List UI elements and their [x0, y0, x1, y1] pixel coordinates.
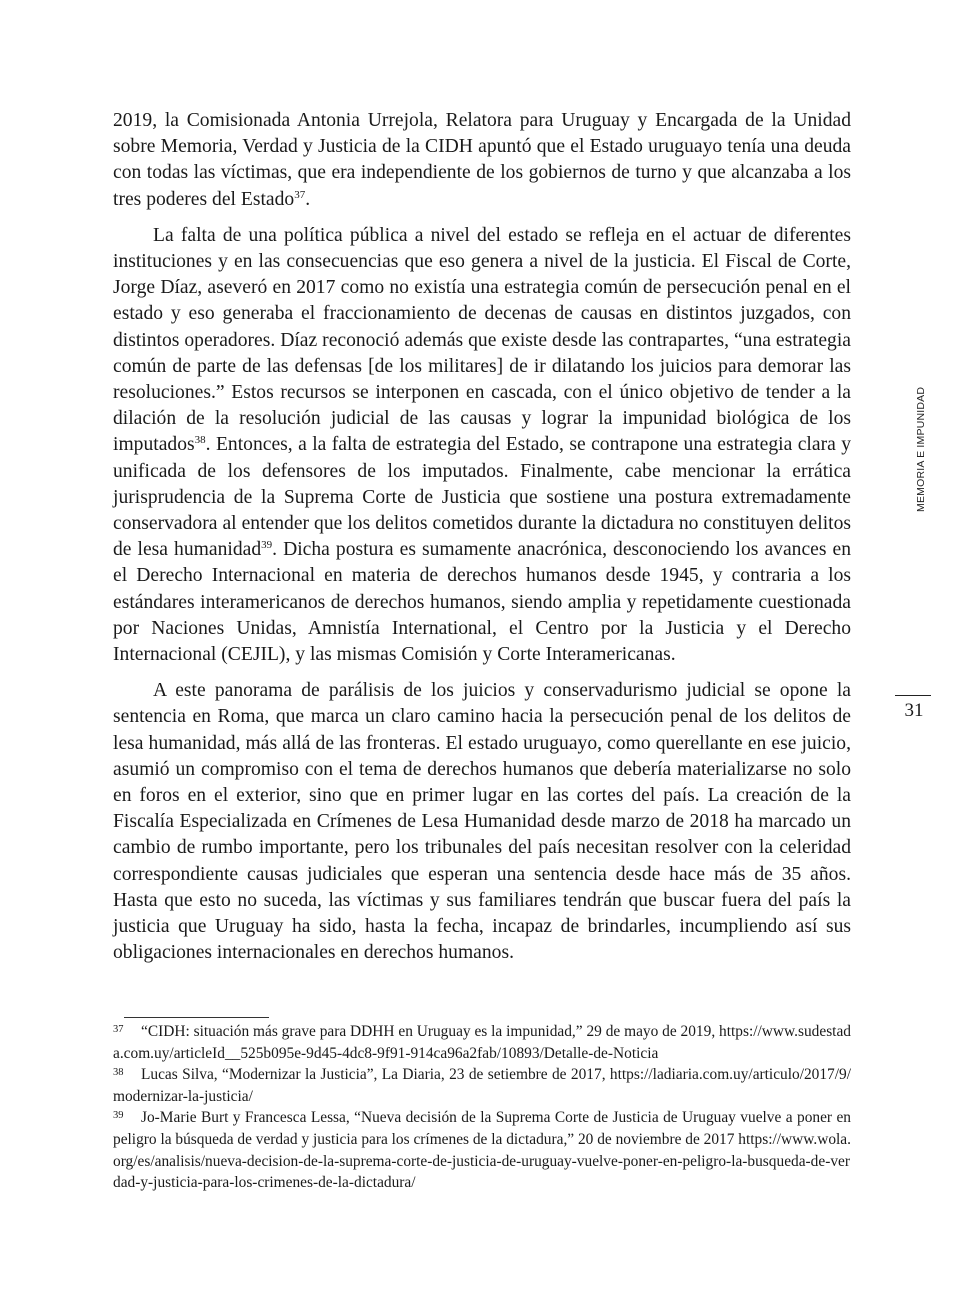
running-section-title: MEMORIA E IMPUNIDAD [915, 386, 927, 512]
paragraph-2 [113, 223, 851, 668]
footnote-ref-39[interactable]: 39 [261, 539, 273, 552]
footnote-text: Lucas Silva, “Modernizar la Justicia”, La Diaria, 23 de setiembre de 2017, https://ladiaria.com.uy/articulo/2017/9/modernizar-la-justicia/ [113, 1066, 851, 1105]
page-number: 31 [904, 700, 924, 721]
footnote-text: “CIDH: situación más grave para DDHH en Uruguay es la impunidad,” 29 de mayo de 2019, https://www.sudestada.com.uy/articleId__525b095e-9d45-4dc8-9f91-914ca96a2fab/10893/Detalle-de-Noticia [113, 1023, 851, 1062]
footnote-37: 37 “CIDH: situación más grave para DDHH en Uruguay es la impunidad,” 29 de mayo de 2019, https://www.sudestada.com.uy/articleId__525b095e-9d45-4dc8-9f91-914ca96a2fab/10893/Detalle-de-Noticia [113, 1023, 851, 1062]
paragraph-1 [113, 108, 851, 213]
paragraph-text: 2019, la Comisionada Antonia Urrejola, Relatora para Uruguay y Encargada de la Unidad sobre Memoria, Verdad y Justicia de la CIDH apuntó que el Estado uruguayo tenía una deuda con todas las víctimas, que era independiente de los gobiernos de turno y que alcanzaba a los tres poderes del Estado [113, 110, 851, 210]
footnote-39: 39 Jo-Marie Burt y Francesca Lessa, “Nueva decisión de la Suprema Corte de Justicia de Uruguay vuelve a poner en peligro la búsqueda de verdad y justicia para los crímenes de la dictadura,” 20 de noviembre de 2017 https://www.wola.org/es/analisis/nueva-decision-de-la-suprema-corte-de-justicia-de-uruguay-vuelve-poner-en-peligro-la-busqueda-de-verdad-y-justicia-para-los-crimenes-de-la-dictadura/ [113, 1109, 851, 1192]
paragraph-text: . Dicha postura es sumamente anacrónica, desconociendo los avances en el Derecho Internacional en materia de derechos humanos desde 1945, y contraria a los estándares interamericanos de derechos humanos, siendo amplia y repetidamente cuestionada por Naciones Unidas, Amnistía International, el Centro por la Justicia y el Derecho Internacional (CEJIL), y las mismas Comisión y Corte Interamericanas. [113, 539, 851, 666]
paragraph-3: A este panorama de parálisis de los juicios y conservadurismo judicial se opone la sentencia en Roma, que marca un claro camino hacia la persecución penal de los delitos de lesa humanidad, más allá de las fronteras. El estado uruguayo, como querellante en ese juicio, asumió un compromiso con el tema de derechos humanos que debería materializarse no solo en foros en el exterior, sino que en primer lugar en las cortes del país. La creación de la Fiscalía Especializada en Crímenes de Lesa Humanidad desde marzo de 2018 ha marcado un cambio de rumbo importante, pero los tribunales del país necesitan resolver con la celeridad correspondiente causas judiciales que esperan una sentencia desde hace más de 35 años. Hasta que esto no suceda, las víctimas y sus familiares tendrán que buscar fuera del país la justicia que Uruguay ha sido, hasta la fecha, incapaz de brindarles, incumpliendo así sus obligaciones internacionales en derechos humanos. [113, 680, 851, 964]
footnote-ref-38[interactable]: 38 [194, 434, 206, 447]
page-number-rule [895, 695, 931, 696]
paragraph-text: . Entonces, a la falta de estrategia del Estado, se contrapone una estrategia clara y unificada de los defensores de los imputados. Finalmente, cabe mencionar la errática jurisprudencia de la Suprema Corte de Justicia que sostiene una postura extremadamente conservadora al entender que los delitos cometidos durante la dictadura no constituyen delitos de lesa humanidad [113, 434, 851, 561]
paragraph-text: . [305, 188, 311, 210]
paragraph-text: La falta de una política pública a nivel del estado se refleja en el actuar de diferentes instituciones y en las consecuencias que eso genera a nivel de la justicia. El Fiscal de Corte, Jorge Díaz, aseveró en 2017 como no existía una estrategia común de persecución penal en el estado y eso generaba el fraccionamiento de decenas de causas en distintos juzgados, con distintos operadores. Díaz reconoció además que existe desde las contrapartes, “una estrategia común de parte de las defensas [de los militares] de ir dilatando los juicios para demorar las resoluciones.” Estos recursos se interponen en cascada, con el único objetivo de tender a la dilación de la resolución judicial de las causas y lograr la impunidad biológica de los imputados [113, 224, 851, 456]
footnote-text: Jo-Marie Burt y Francesca Lessa, “Nueva decisión de la Suprema Corte de Justicia de Uruguay vuelve a poner en peligro la búsqueda de verdad y justicia para los crímenes de la dictadura,” 20 de noviembre de 2017 https://www.wola.org/es/analisis/nueva-decision-de-la-suprema-corte-de-justicia-de-uruguay-vuelve-poner-en-peligro-la-busqueda-de-verdad-y-justicia-para-los-crimenes-de-la-dictadura/ [113, 1109, 851, 1192]
footnote-38: 38 Lucas Silva, “Modernizar la Justicia”, La Diaria, 23 de setiembre de 2017, https://ladiaria.com.uy/articulo/2017/9/modernizar-la-justicia/ [113, 1066, 851, 1105]
body-text [113, 108, 851, 977]
footnotes [113, 1021, 851, 1194]
footnote-ref-37[interactable]: 37 [294, 188, 306, 201]
footnote-separator [124, 1017, 269, 1018]
